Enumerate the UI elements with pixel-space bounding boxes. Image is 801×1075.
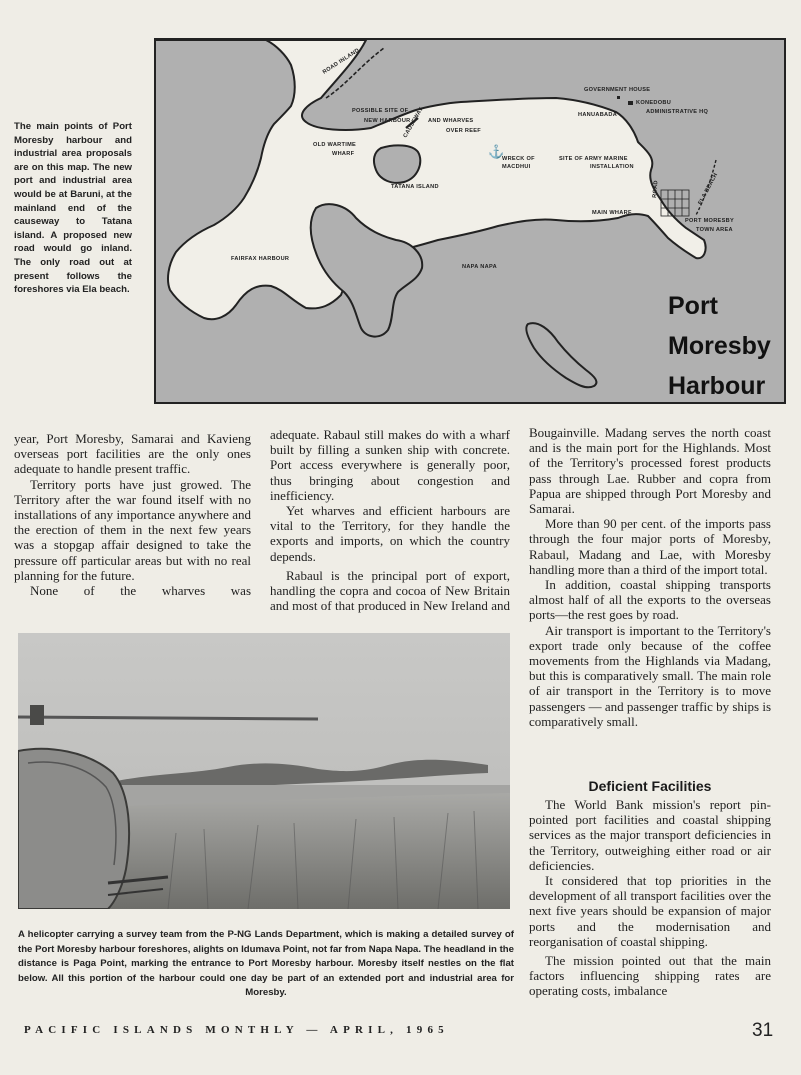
article-column-3	[529, 425, 771, 729]
map-label-hanuabada: HANUABADA	[578, 112, 618, 118]
map-label-old-wartime-1: OLD WARTIME	[313, 142, 357, 148]
paragraph: Territory ports have just growed. The Territory after the war found itself with no installations of any importance anywhere and the erection of them in the next few years was a stopgap affair designed to take the pressure off particular areas but with no real planning for the future.	[14, 476, 251, 583]
map-label-army-marine-2: INSTALLATION	[590, 164, 634, 170]
map-label-main-wharf: MAIN WHARF	[592, 210, 632, 216]
map-label-over-reef: OVER REEF	[446, 128, 482, 134]
map-label-road-inland: ROAD INLAND	[321, 47, 361, 76]
map-label-tatana-island: TATANA ISLAND	[391, 184, 439, 190]
paragraph: The World Bank mission's report pin-pointed port facilities and coastal shipping services as the major transport deficiencies in the Territory, outweighing either road or air deficiencies.	[529, 797, 771, 873]
map-label-napa-napa: NAPA NAPA	[462, 264, 497, 270]
photo-drawing	[18, 633, 510, 909]
page-number: 31	[752, 1020, 774, 1041]
helicopter-shape	[18, 749, 129, 909]
map-label-ela-beach: ELA BEACH	[697, 172, 720, 206]
map-label-administrative-hq: ADMINISTRATIVE HQ	[646, 109, 709, 115]
map-label-road-small: ROAD	[652, 180, 660, 199]
anchor-icon: ⚓	[488, 144, 505, 159]
map-label-causeway: CAUSEWAY	[402, 106, 425, 139]
map-title-line-2: Moresby	[668, 332, 771, 360]
map-label-possible-site-1: POSSIBLE SITE OF	[352, 108, 409, 114]
map-caption: The main points of Port Moresby harbour and industrial area proposals are on this map. The new port and industrial area would be at Baruni, at the mainland end of the causeway to Tatana island. A proposed new road would go inland. The only road out at present follows the foreshores via Ela beach.	[14, 121, 132, 296]
tatana-island-shape	[374, 145, 420, 182]
harbour-map	[154, 38, 786, 404]
paragraph: Bougainville. Madang serves the north coast and is the main port for the Highlands. Most of the Territory's processed forest products pass through Lae. Rubber and copra from Papua are shipped through Port Moresby and Samarai.	[529, 425, 771, 517]
map-label-possible-site-2: NEW HARBOUR	[364, 118, 411, 124]
article-column-3-continued	[529, 797, 771, 999]
map-label-army-marine-1: SITE OF ARMY MARINE	[559, 156, 628, 162]
paragraph: adequate. Rabaul still makes do with a wharf built by filling a sunken ship with concrete. Port access everywhere is generally poor, thus bringing about congestion and inefficiency.	[270, 427, 510, 503]
section-heading: Deficient Facilities	[588, 778, 712, 794]
article-column-2	[270, 427, 510, 613]
island-south-shape	[526, 323, 596, 387]
article-column-1	[14, 431, 251, 598]
paragraph: In addition, coastal shipping transports almost half of all the exports to the overseas ports—the rest goes by road.	[529, 577, 771, 623]
map-label-wreck-2: MACDHUI	[502, 164, 531, 170]
mainland-shape	[156, 40, 706, 319]
photo-caption: A helicopter carrying a survey team from the P-NG Lands Department, which is making a detailed survey of the Port Moresby harbour foreshores, alights on Idumava Point, not far from Napa Napa. The headland in the distance is Paga Point, marking the entrance to Port Moresby harbour. Moresby itself nestles on the flat below. All this portion of the harbour could one day be part of an extended port and industrial area for Moresby.	[18, 929, 514, 999]
map-label-and-wharves: AND WHARVES	[428, 118, 474, 124]
map-title-line-1: Port	[668, 292, 718, 320]
map-label-port-moresby-town-2: TOWN AREA	[696, 227, 733, 233]
paragraph: year, Port Moresby, Samarai and Kavieng overseas port facilities are the only ones adequate to handle present traffic.	[14, 431, 251, 477]
map-label-old-wartime-2: WHARF	[332, 151, 355, 157]
map-label-government-house: GOVERNMENT HOUSE	[584, 87, 651, 93]
paragraph: It considered that top priorities in the development of all transport facilities over the next five years should be expansion of major ports and the modernisation and reorganisation of coastal shipping.	[529, 873, 771, 949]
map-label-port-moresby-town-1: PORT MORESBY	[685, 218, 734, 224]
paragraph: None of the wharves was	[30, 583, 251, 599]
paragraph: Air transport is important to the Territory's export trade only because of the coffee movements from the Highlands via Madang, but this is comparatively small. The main role of air transport in the Territory is to move passengers — and passenger traffic by ships is comparatively small.	[529, 622, 772, 729]
map-label-fairfax-harbour: FAIRFAX HARBOUR	[231, 256, 290, 262]
map-label-wreck-1: WRECK OF	[502, 156, 535, 162]
helicopter-photo	[18, 633, 510, 909]
page-footer: PACIFIC ISLANDS MONTHLY — APRIL, 1965	[24, 1024, 449, 1036]
paragraph: Rabaul is the principal port of export, handling the copra and cocoa of New Britain and most of that produced in New Ireland and	[270, 567, 510, 614]
paragraph: More than 90 per cent. of the imports pass through the four major ports of Moresby, Rabaul, Madang and Lae, with Moresby handling more than a third of the import total.	[529, 516, 771, 577]
map-label-konedobu: KONEDOBU	[636, 100, 672, 106]
konedobu-marker	[628, 101, 633, 105]
government-house-marker	[617, 96, 620, 99]
paragraph: Yet wharves and efficient harbours are vital to the Territory, for they handle the exports and imports, on which the country depends.	[270, 503, 510, 564]
map-title-line-3: Harbour	[668, 372, 766, 400]
paragraph: The mission pointed out that the main factors influencing shipping rates are operating costs, imbalance	[529, 953, 771, 999]
harbour-map-drawing	[156, 40, 784, 402]
